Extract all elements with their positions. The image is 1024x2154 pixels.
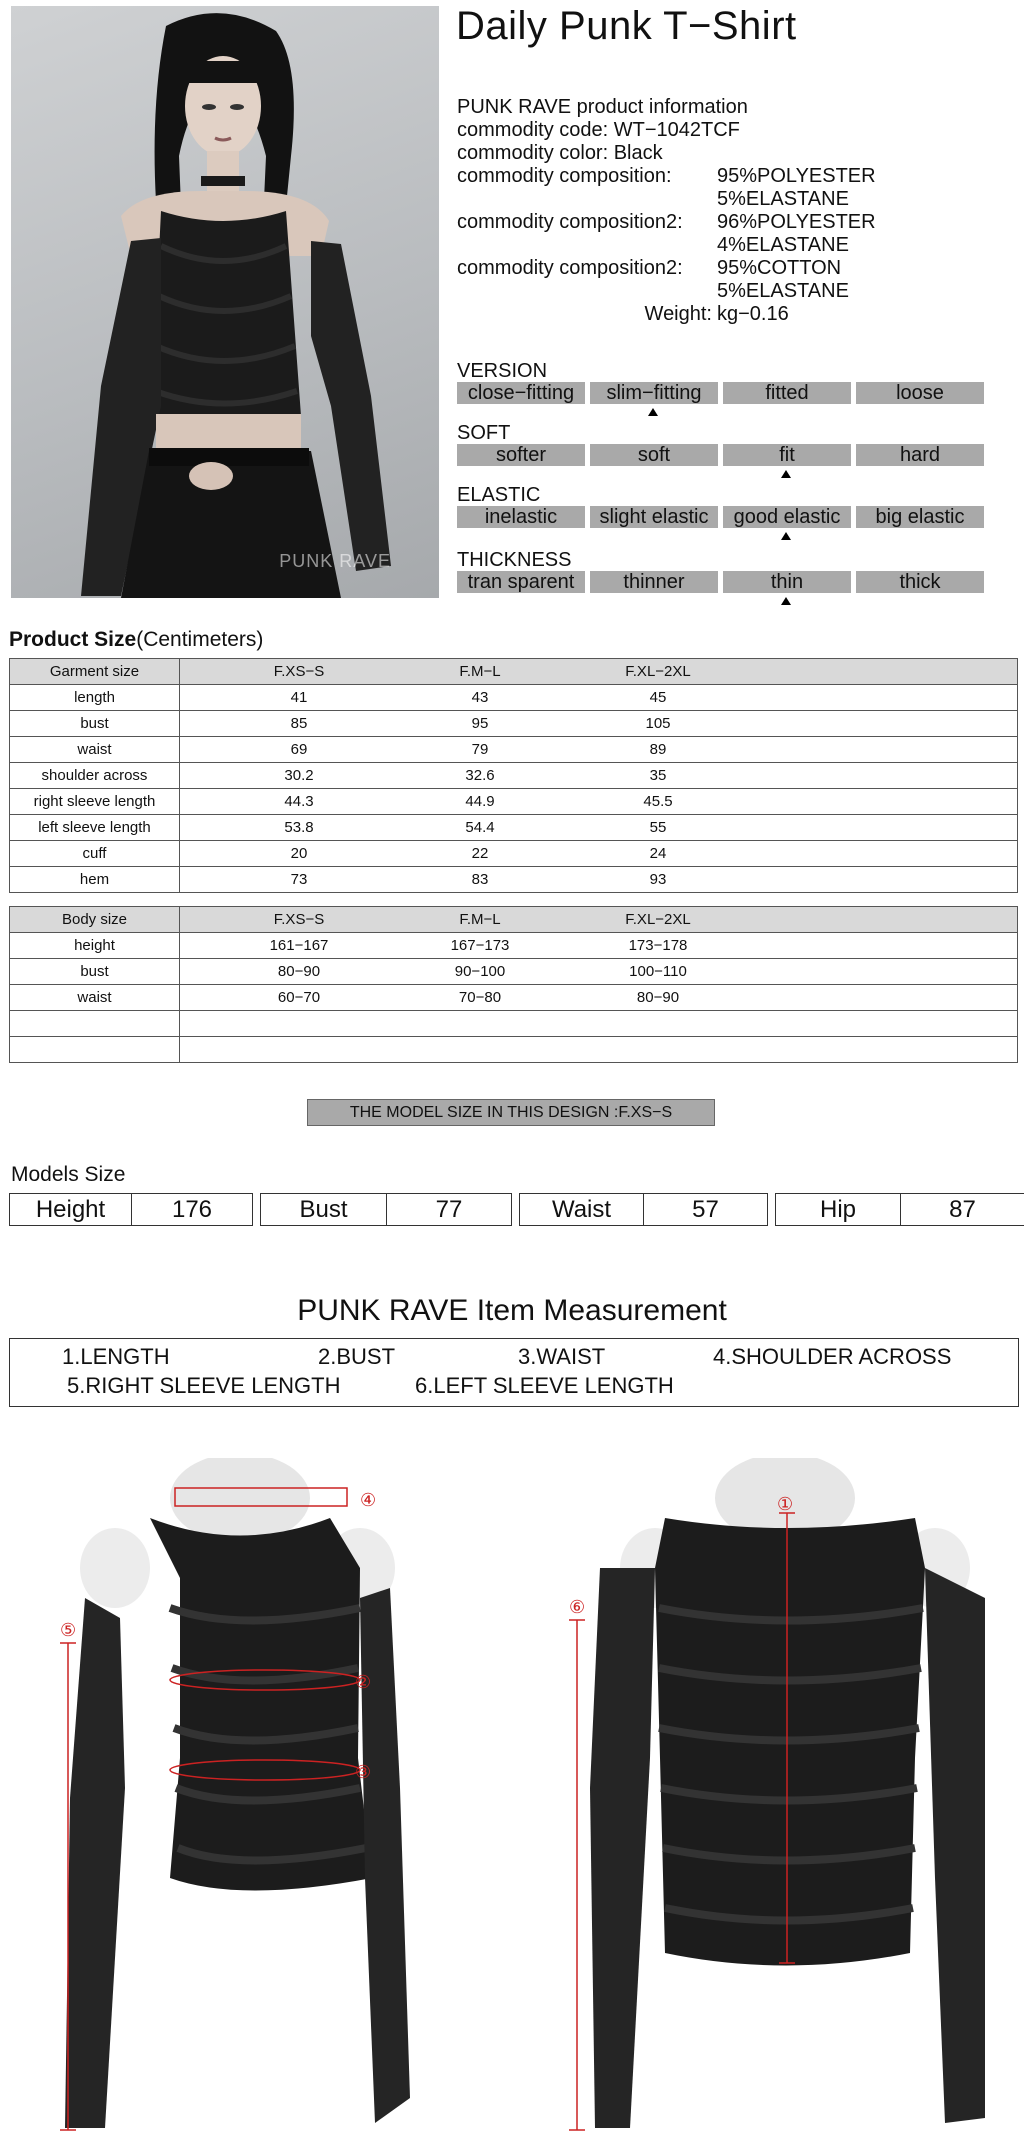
- garment-size-table: [9, 658, 1018, 893]
- measure-item: 5.RIGHT SLEEVE LENGTH: [67, 1373, 341, 1398]
- table-cell: 89: [649, 741, 667, 758]
- table-cell: waist: [10, 737, 180, 763]
- models-size-title: Models Size: [11, 1163, 126, 1186]
- model-waist: [519, 1193, 768, 1226]
- table-cell: 167−173: [450, 937, 510, 954]
- table-cell: 80−90: [636, 989, 680, 1006]
- model-hip: [775, 1193, 1024, 1226]
- product-title: Daily Punk T−Shirt: [456, 4, 797, 48]
- marker-2: ②: [355, 1672, 372, 1693]
- shirt-back-diagram: [555, 1458, 1015, 2138]
- table-cell: 53.8: [284, 819, 314, 836]
- table-cell: 60−70: [277, 989, 321, 1006]
- product-size-heading: Product Size: [9, 628, 137, 651]
- attr-option: thick: [856, 571, 984, 593]
- attr-option-selected: good elastic: [723, 506, 851, 528]
- brand-watermark: PUNK RAVE: [279, 551, 391, 571]
- attr-option: slight elastic: [590, 506, 718, 528]
- table-cell: height: [10, 933, 180, 959]
- marker-6: ⑥: [569, 1597, 586, 1618]
- table-cell: 35: [649, 767, 667, 784]
- table-row: [10, 789, 1018, 815]
- composition2-value: 96%POLYESTER: [717, 211, 876, 233]
- table-row: [10, 985, 1018, 1011]
- composition3-row: [457, 257, 876, 280]
- table-cell: right sleeve length: [10, 789, 180, 815]
- attr-option: hard: [856, 444, 984, 466]
- marker-1: ①: [777, 1494, 794, 1515]
- model-value: 57: [692, 1196, 719, 1223]
- table-cell: 22: [471, 845, 489, 862]
- color-value: Black: [613, 142, 663, 164]
- table-cell: 105: [645, 715, 671, 732]
- table-values: [180, 933, 1018, 959]
- table-row: [10, 1011, 1018, 1037]
- table-cell: bust: [10, 711, 180, 737]
- table-header-row: [10, 907, 1018, 933]
- table-header-cell: Garment size: [10, 659, 180, 685]
- table-cell: 24: [649, 845, 667, 862]
- table-cell: 70−80: [458, 989, 502, 1006]
- attr-option: tran sparent: [457, 571, 585, 593]
- table-header-sizes: [180, 907, 1018, 933]
- table-cell: left sleeve length: [10, 815, 180, 841]
- code-label: commodity code:: [457, 119, 609, 141]
- table-cell: 173−178: [628, 937, 688, 954]
- table-cell: 73: [290, 871, 308, 888]
- weight-label: Weight:: [644, 303, 712, 325]
- composition2-value-2: 4%ELASTANE: [717, 234, 849, 256]
- table-values: [180, 737, 1018, 763]
- table-cell: 54.4: [465, 819, 495, 836]
- table-cell: 30.2: [284, 767, 314, 784]
- table-values: [180, 763, 1018, 789]
- attr-option-selected: thin: [723, 571, 851, 593]
- table-cell: 32.6: [465, 767, 495, 784]
- table-values: [180, 867, 1018, 893]
- table-row: [10, 933, 1018, 959]
- table-cell: 79: [471, 741, 489, 758]
- table-cell: 44.9: [465, 793, 495, 810]
- info-heading: PUNK RAVE product information: [457, 96, 748, 118]
- composition-value-2: 5%ELASTANE: [717, 188, 849, 210]
- table-header-cell: Body size: [10, 907, 180, 933]
- marker-3: ③: [355, 1762, 372, 1783]
- color-label: commodity color:: [457, 142, 609, 164]
- product-info: [457, 96, 876, 326]
- table-cell: 95: [471, 715, 489, 732]
- model-size-note: THE MODEL SIZE IN THIS DESIGN :F.XS−S: [307, 1099, 715, 1126]
- composition3-label: commodity composition2:: [457, 257, 683, 279]
- attr-heading: SOFT: [457, 422, 511, 444]
- table-header-cell: F.XS−S: [273, 663, 325, 680]
- composition-row: [457, 165, 876, 188]
- table-row: [10, 841, 1018, 867]
- model-photo: [11, 6, 439, 598]
- attr-version: [457, 360, 984, 404]
- model-value: 87: [949, 1196, 976, 1223]
- table-cell: bust: [10, 959, 180, 985]
- attr-option: inelastic: [457, 506, 585, 528]
- table-cell: length: [10, 685, 180, 711]
- measure-item: 2.BUST: [318, 1344, 396, 1369]
- model-value: 77: [435, 1196, 463, 1223]
- code-value: WT−1042TCF: [613, 119, 740, 141]
- model-value: 176: [171, 1196, 213, 1223]
- table-values: [180, 1037, 1018, 1063]
- table-cell: 43: [471, 689, 489, 706]
- measure-item: 1.LENGTH: [62, 1344, 170, 1369]
- attr-heading: VERSION: [457, 360, 548, 382]
- table-row: [10, 1037, 1018, 1063]
- table-values: [180, 789, 1018, 815]
- table-cell: 41: [290, 689, 308, 706]
- measure-item: 6.LEFT SLEEVE LENGTH: [415, 1373, 674, 1398]
- attr-option: thinner: [590, 571, 718, 593]
- table-cell: 80−90: [277, 963, 321, 980]
- product-size-title: [9, 628, 263, 652]
- attr-soft: [457, 422, 984, 466]
- table-cell: shoulder across: [10, 763, 180, 789]
- table-values: [180, 711, 1018, 737]
- attr-elastic: [457, 484, 984, 528]
- measurement-legend: [9, 1338, 1019, 1407]
- marker-5: ⑤: [60, 1620, 77, 1641]
- attr-option: big elastic: [856, 506, 984, 528]
- table-cell: 93: [649, 871, 667, 888]
- table-cell: 85: [290, 715, 308, 732]
- attr-heading: ELASTIC: [457, 484, 541, 506]
- attr-option-selected: slim−fitting: [590, 382, 718, 404]
- table-cell: 20: [290, 845, 308, 862]
- composition2-label: commodity composition2:: [457, 211, 683, 233]
- table-values: [180, 985, 1018, 1011]
- composition-label: commodity composition:: [457, 165, 672, 187]
- table-row: [10, 959, 1018, 985]
- measure-item: 3.WAIST: [518, 1344, 606, 1369]
- table-values: [180, 959, 1018, 985]
- table-header-cell: F.XS−S: [273, 911, 325, 928]
- attr-thickness: [457, 549, 984, 593]
- shirt-front-diagram: [60, 1458, 440, 2138]
- table-cell: 83: [471, 871, 489, 888]
- table-row: [10, 711, 1018, 737]
- attr-option-selected: fit: [723, 444, 851, 466]
- measure-item: 4.SHOULDER ACROSS: [713, 1344, 952, 1369]
- shirt-front-body: [65, 1518, 410, 2128]
- table-header-sizes: [180, 659, 1018, 685]
- table-cell: hem: [10, 867, 180, 893]
- model-height: [9, 1193, 253, 1226]
- measurement-title: PUNK RAVE Item Measurement: [297, 1294, 727, 1327]
- table-row: [10, 815, 1018, 841]
- table-values: [180, 685, 1018, 711]
- table-cell: 90−100: [454, 963, 506, 980]
- product-size-unit: (Centimeters): [136, 628, 264, 651]
- composition-value: 95%POLYESTER: [717, 165, 876, 187]
- table-header-row: [10, 659, 1018, 685]
- table-row: [10, 685, 1018, 711]
- table-row: [10, 763, 1018, 789]
- attr-option: soft: [590, 444, 718, 466]
- attr-option: loose: [856, 382, 984, 404]
- table-header-cell: F.XL−2XL: [625, 911, 691, 928]
- table-header-cell: F.XL−2XL: [625, 663, 691, 680]
- attr-option: fitted: [723, 382, 851, 404]
- table-cell: [10, 1011, 180, 1037]
- table-cell: 44.3: [284, 793, 314, 810]
- code-row: [457, 119, 876, 142]
- table-values: [180, 1011, 1018, 1037]
- models-size-row: [9, 1193, 1024, 1226]
- table-row: [10, 867, 1018, 893]
- color-row: [457, 142, 876, 165]
- table-cell: cuff: [10, 841, 180, 867]
- table-header-cell: F.M−L: [459, 663, 501, 680]
- table-cell: [10, 1037, 180, 1063]
- table-row: [10, 737, 1018, 763]
- table-cell: waist: [10, 985, 180, 1011]
- table-cell: 161−167: [269, 937, 329, 954]
- table-cell: 69: [290, 741, 308, 758]
- attr-option: softer: [457, 444, 585, 466]
- model-bust: [260, 1193, 512, 1226]
- body-size-table: [9, 906, 1018, 1063]
- table-values: [180, 841, 1018, 867]
- table-cell: 45.5: [643, 793, 673, 810]
- table-values: [180, 815, 1018, 841]
- marker-4: ④: [360, 1490, 377, 1511]
- model-label: Hip: [776, 1194, 901, 1225]
- weight-row: [457, 303, 876, 326]
- model-label: Height: [10, 1194, 132, 1225]
- table-cell: 100−110: [629, 963, 687, 980]
- weight-value: kg−0.16: [717, 303, 789, 325]
- composition3-value: 95%COTTON: [717, 257, 842, 279]
- table-cell: 45: [649, 689, 667, 706]
- table-cell: 55: [649, 819, 667, 836]
- model-label: Bust: [261, 1194, 387, 1225]
- composition2-row: [457, 211, 876, 234]
- attr-heading: THICKNESS: [457, 549, 572, 571]
- table-header-cell: F.M−L: [459, 911, 501, 928]
- composition3-value-2: 5%ELASTANE: [717, 280, 849, 302]
- model-label: Waist: [520, 1194, 644, 1225]
- attr-option: close−fitting: [457, 382, 585, 404]
